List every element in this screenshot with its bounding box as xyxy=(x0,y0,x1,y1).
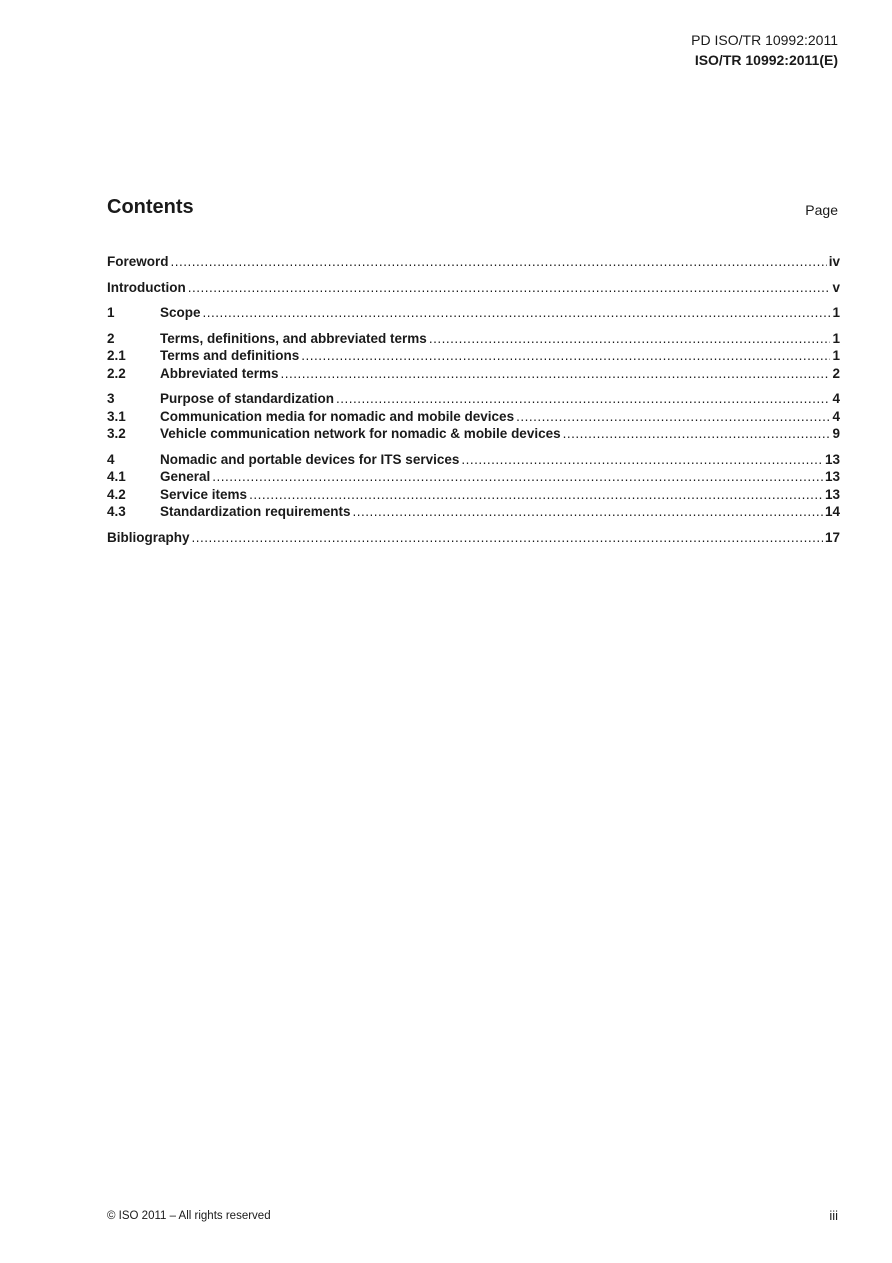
toc-entry-page: 14 xyxy=(824,504,840,519)
toc-entry-title: Standardization requirements xyxy=(160,504,351,519)
toc-entry-title: Foreword xyxy=(107,254,169,269)
toc-group xyxy=(107,253,840,271)
toc-entry-page: 1 xyxy=(832,330,840,346)
toc-entry-number: 4.2 xyxy=(107,486,126,502)
toc-entry-title: Terms and definitions xyxy=(160,348,300,363)
toc-entry[interactable] xyxy=(107,425,840,443)
toc-entry-number: 4.1 xyxy=(107,469,126,484)
toc-entry-number: 4 xyxy=(107,451,115,467)
page-column-label: Page xyxy=(805,202,838,218)
dot-leader xyxy=(192,529,823,547)
toc-entry-title: Scope xyxy=(160,305,201,320)
document-id-edition: ISO/TR 10992:2011(E) xyxy=(694,52,838,68)
toc-entry-page: 4 xyxy=(832,391,840,406)
toc-entry[interactable] xyxy=(107,365,840,383)
toc-entry[interactable] xyxy=(107,529,840,547)
toc-entry-number: 2.2 xyxy=(107,365,126,381)
toc-entry[interactable] xyxy=(107,279,840,297)
toc-group xyxy=(107,330,840,383)
dot-leader xyxy=(212,468,823,486)
toc-entry[interactable] xyxy=(107,486,840,504)
toc-entry-page: iv xyxy=(828,254,840,269)
dot-leader xyxy=(516,408,830,426)
toc-entry-page: 13 xyxy=(824,486,840,502)
toc-entry-page: 2 xyxy=(832,365,840,381)
dot-leader xyxy=(563,425,831,443)
page-number: iii xyxy=(829,1208,838,1223)
table-of-contents xyxy=(107,253,840,554)
dot-leader xyxy=(203,304,831,322)
toc-entry-title: Vehicle communication network for nomadic & mobile devices xyxy=(160,426,561,441)
dot-leader xyxy=(171,253,827,271)
document-id: PD ISO/TR 10992:2011 xyxy=(691,32,838,48)
toc-entry-title: Nomadic and portable devices for ITS services xyxy=(160,451,460,467)
toc-entry-page: 4 xyxy=(832,408,840,424)
toc-entry[interactable] xyxy=(107,503,840,521)
dot-leader xyxy=(249,486,823,504)
toc-group xyxy=(107,279,840,297)
toc-entry-page: 9 xyxy=(832,426,840,441)
dot-leader xyxy=(429,330,831,348)
toc-entry[interactable] xyxy=(107,468,840,486)
contents-heading: Contents xyxy=(107,196,194,218)
toc-entry-number: 2 xyxy=(107,330,115,346)
document-header xyxy=(691,30,838,70)
toc-entry-number: 2.1 xyxy=(107,348,126,363)
toc-entry-number: 3.1 xyxy=(107,408,126,424)
toc-group xyxy=(107,529,840,547)
toc-entry-number: 3 xyxy=(107,391,115,406)
toc-entry-title: Bibliography xyxy=(107,529,190,545)
toc-entry-title: Communication media for nomadic and mobile devices xyxy=(160,408,515,424)
toc-entry-page: 1 xyxy=(832,348,840,363)
toc-entry-title: Purpose of standardization xyxy=(160,391,335,406)
toc-group xyxy=(107,304,840,322)
toc-entry-title: Abbreviated terms xyxy=(160,365,279,381)
toc-entry-page: 17 xyxy=(824,529,840,545)
toc-entry[interactable] xyxy=(107,253,840,271)
toc-entry-page: 1 xyxy=(832,305,840,320)
toc-entry-page: v xyxy=(832,279,840,295)
toc-entry-title: Introduction xyxy=(107,279,186,295)
toc-group xyxy=(107,451,840,521)
toc-entry-page: 13 xyxy=(824,451,840,467)
toc-entry[interactable] xyxy=(107,408,840,426)
dot-leader xyxy=(301,347,830,365)
toc-entry[interactable] xyxy=(107,347,840,365)
toc-entry-page: 13 xyxy=(824,469,840,484)
toc-entry-title: Service items xyxy=(160,486,248,502)
dot-leader xyxy=(461,451,823,469)
toc-entry[interactable] xyxy=(107,330,840,348)
toc-entry[interactable] xyxy=(107,451,840,469)
toc-entry-number: 3.2 xyxy=(107,426,126,441)
dot-leader xyxy=(281,365,831,383)
toc-entry-number: 1 xyxy=(107,305,115,320)
dot-leader xyxy=(336,390,830,408)
copyright-notice: © ISO 2011 – All rights reserved xyxy=(107,1210,271,1222)
toc-entry[interactable] xyxy=(107,304,840,322)
toc-entry-title: General xyxy=(160,469,211,484)
toc-entry-number: 4.3 xyxy=(107,504,126,519)
dot-leader xyxy=(353,503,823,521)
dot-leader xyxy=(188,279,831,297)
toc-entry-title: Terms, definitions, and abbreviated terms xyxy=(160,330,427,346)
toc-entry[interactable] xyxy=(107,390,840,408)
toc-group xyxy=(107,390,840,443)
